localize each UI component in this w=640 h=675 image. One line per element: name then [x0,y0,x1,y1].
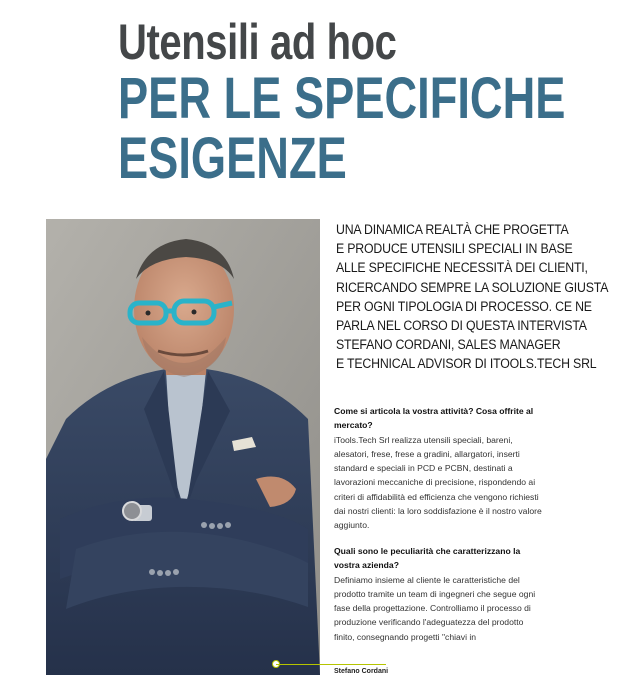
portrait-photo [46,219,320,675]
headline-line-1: Utensili ad hoc [118,14,397,70]
headline-line-2: PER LE SPECIFICHE [118,66,566,131]
headline-line-3: ESIGENZE [118,126,347,191]
lead-line: E PRODUCE UTENSILI SPECIALI IN BASE [336,241,573,257]
qa-answer: Definiamo insieme al cliente le caratteristiche del prodotto tramite un team di ingegneri che segue ogni fase della progettazione. Controlliamo il processo di produzione verificando l'adeguatezza del prodotto finito, consegnando progetti "chiavi in [334,574,536,642]
lead-line: PER OGNI TIPOLOGIA DI PROCESSO. CE NE [336,298,592,314]
lead-line: STEFANO CORDANI, SALES MANAGER [336,337,561,353]
lead-line: RICERCANDO SEMPRE LA SOLUZIONE GIUSTA [336,279,609,295]
qa-block-1 [334,404,544,533]
photo-caption: Stefano Cordani [334,668,389,675]
qa-question: Come si articola la vostra attività? Cosa offrite al mercato? [334,406,534,431]
qa-block-2 [334,544,544,648]
qa-answer: iTools.Tech Srl realizza utensili speciali, bareni, alesatori, frese, frese a gradini, allargatori, inserti standard e speciali in PCD e PCBN, destinati a lavorazioni meccaniche di precisione, rispondendo ai criteri di affidabilità ed efficienza che vengono richiesti dai nostri clienti: la loro soddisfazione è il nostro valore aggiunto. [334,434,542,531]
lead-line: UNA DINAMICA REALTÀ CHE PROGETTA [336,222,569,237]
lead-paragraph [336,220,626,374]
qa-question: Quali sono le peculiarità che caratterizzano la vostra azienda? [334,546,521,571]
lead-line: E TECHNICAL ADVISOR DI ITOOLS.TECH SRL [336,356,597,372]
caption-rule [276,664,386,665]
lead-line: PARLA NEL CORSO DI QUESTA INTERVISTA [336,318,587,334]
lead-line: ALLE SPECIFICHE NECESSITÀ DEI CLIENTI, [336,260,588,276]
